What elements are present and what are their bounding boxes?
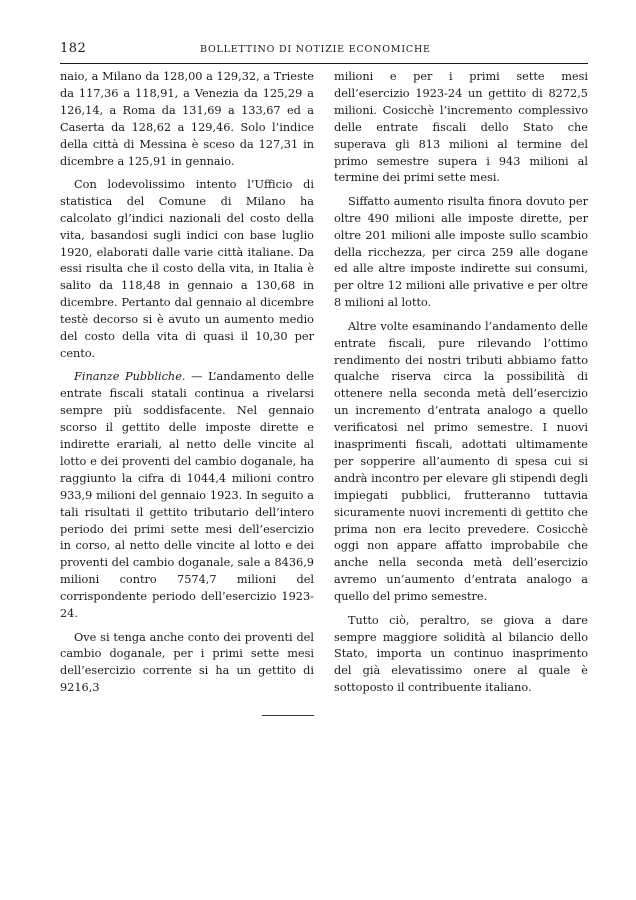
running-head: BOLLETTINO DI NOTIZIE ECONOMICHE: [200, 44, 431, 55]
paragraph: Con lodevolissimo intento l’Ufficio di statistica del Comune di Milano ha calcolato gl’indici nazionali del costo della vita, basandosi sugli indici con base luglio 1920, elaborati dalle varie città italiane. Da essi risulta che il costo della vita, in Italia è salito da 118,48 in gennaio a 130,68 in dicembre. Pertanto dal gennaio al dicembre testè decorso si è avuto un aumento medio del costo della vita di quasi il 10,30 per cento.: [60, 177, 314, 360]
paragraph: [60, 369, 314, 623]
right-column: [334, 69, 588, 704]
paragraph: Ove si tenga anche conto dei proventi del cambio doganale, per i primi sette mesi dell’esercizio corrente si ha un gettito di 9216,3: [60, 630, 314, 695]
header-rule: [60, 63, 588, 64]
section-end-rule: [262, 715, 314, 716]
paragraph: Tutto ciò, peraltro, se giova a dare sempre maggiore solidità al bilancio dello Stato, importa un continuo inasprimento del già elevatissimo onere al quale è sottoposto il contribuente italiano.: [334, 613, 588, 695]
paragraph: naio, a Milano da 128,00 a 129,32, a Trieste da 117,36 a 118,91, a Venezia da 125,29 a 126,14, a Roma da 131,69 a 133,67 ed a Caserta da 128,62 a 129,46. Solo l’indice della città di Messina è sceso da 127,31 in dicembre a 125,91 in gennaio.: [60, 70, 314, 168]
paragraph: Siffatto aumento risulta finora dovuto per oltre 490 milioni alle imposte dirette, per oltre 201 milioni alle imposte sullo scambio della ricchezza, per circa 259 alle dogane ed alle altre imposte indirette sui consumi, per oltre 12 milioni alle privative e per oltre 8 milioni al lotto.: [334, 194, 588, 310]
section-heading: Finanze Pubbliche.: [74, 370, 186, 384]
paragraph: Altre volte esaminando l’andamento delle entrate fiscali, pure rilevando l’ottimo rendimento dei nostri tributi abbiamo fatto qualche riserva circa la possibilità di ottenere nella seconda metà dell’esercizio un incremento d’entrata analogo a quello verificatosi nel primo semestre. I nuovi inasprimenti fiscali, adottati ultimamente per sopperire all’aumento di spesa cui si andrà incontro per elevare gli stipendi degli impiegati pubblici, frutteranno tuttavia sicuramente nuovi incrementi di gettito che prima non era lecito prevedere. Cosicchè oggi non appare affatto improbabile che anche nella seconda metà dell’esercizio avremo un’aumento d’entrata analogo a quello del primo semestre.: [334, 319, 588, 604]
paragraph: milioni e per i primi sette mesi dell’esercizio 1923-24 un gettito di 8272,5 milioni. Cosicchè l’incremento complessivo delle entrate fiscali dello Stato che superava gli 813 milioni al termine del primo semestre supera i 943 milioni al termine dei primi sette mesi.: [334, 70, 588, 185]
paragraph-text: — L’andamento delle entrate fiscali statali continua a rivelarsi sempre più soddisfacente. Nel gennaio scorso il gettito delle imposte dirette e indirette erariali, al netto delle vincite al lotto e dei proventi del cambio doganale, ha raggiunto la cifra di 1044,4 milioni contro 933,9 milioni del gennaio 1923. In seguito a tali risultati il gettito tributario dell’intero periodo dei primi sette mesi dell’esercizio in corso, al netto delle vincite al lotto e dei proventi del cambio doganale, sale a 8436,9 milioni contro 7574,7 milioni del corrispondente periodo dell’esercizio 1923-24.: [60, 370, 314, 621]
left-column: [60, 69, 314, 704]
page-number: 182: [60, 41, 87, 56]
